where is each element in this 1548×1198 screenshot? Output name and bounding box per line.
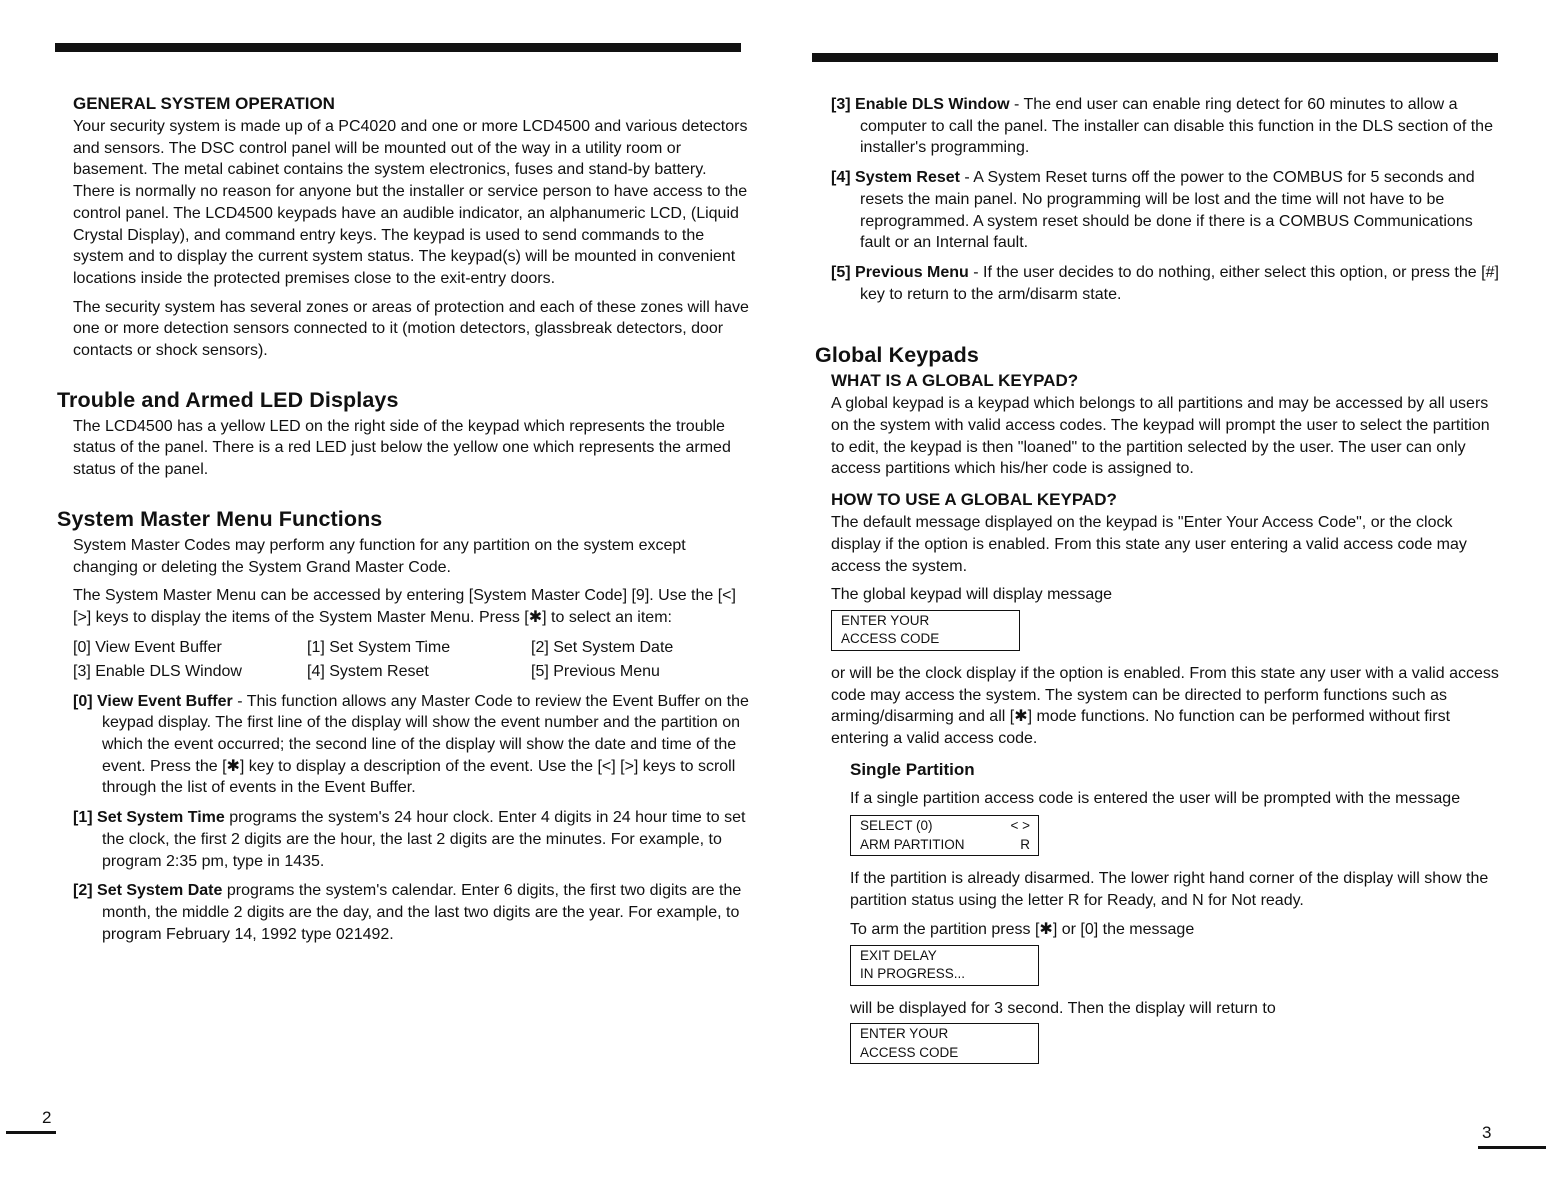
general-operation-paragraph: Your security system is made up of a PC4020 and one or more LCD4500 and various detectors and sensors. The DSC control panel will be mounted out of the way in a utility room or basement. The metal cabinet contains the system electronics, fuses and stand-by battery. There is normally no reason for anyone but the installer or service person to have access to the control panel. The LCD4500 keypads have an audible indicator, an alphanumeric LCD, (Liquid Crystal Display), and command entry keys. The keypad is used to send commands to the system and to display the current system status. The keypad(s) will be mounted in convenient locations inside the protected premises close to the exit-entry doors. [73, 118, 748, 287]
arm-partition-intro: To arm the partition press [✱] or [0] the message [850, 920, 1195, 938]
page-number-right: 3 [1482, 1123, 1492, 1142]
global-keypads-title: Global Keypads [815, 343, 979, 368]
lcd-exit-delay [850, 945, 1039, 986]
menu-option: [4] System Reset [307, 662, 429, 680]
lcd-line: SELECT (0) [860, 818, 933, 834]
item-name: Set System Date [97, 882, 223, 900]
master-access-paragraph: The System Master Menu can be accessed by entering [System Master Code] [9]. Use the [<] [>] keys to display the items of the System Master Menu. Press [✱] to select an item: [73, 587, 736, 626]
menu-item-enable-dls-window [815, 94, 1505, 159]
menu-item-set-system-time [57, 807, 749, 872]
lcd-line: R [1020, 836, 1030, 852]
display-return-paragraph: will be displayed for 3 second. Then the display will return to [850, 999, 1276, 1017]
item-text: programs the system's 24 hour clock. Enter 4 digits in 24 hour time to set the clock, the first 2 digits are the hour, the last 2 digits are the minutes. For example, to program 2:35 pm, type in 1435. [102, 809, 746, 870]
lcd-line: ACCESS CODE [841, 631, 940, 647]
single-partition-title: Single Partition [850, 759, 975, 779]
lcd-select-partition [850, 815, 1039, 856]
single-partition-paragraph: If a single partition access code is entered the user will be prompted with the message [850, 789, 1461, 807]
lcd-line: ACCESS CODE [860, 1044, 959, 1060]
master-codes-paragraph: System Master Codes may perform any function for any partition on the system except changing or deleting the System Grand Master Code. [73, 536, 686, 576]
item-key: [0] [73, 692, 93, 710]
right-column [815, 94, 1505, 1076]
master-menu-title: System Master Menu Functions [57, 506, 383, 531]
lcd-enter-access-code [831, 610, 1020, 651]
how-to-use-paragraph: The default message displayed on the keypad is "Enter Your Access Code", or the clock display if the option is enabled. From this state any user entering a valid access code may access the system. [831, 514, 1467, 575]
page-number-left: 2 [42, 1108, 52, 1127]
menu-option: [5] Previous Menu [531, 662, 660, 680]
item-name: Set System Time [97, 809, 225, 827]
menu-option: [0] View Event Buffer [73, 638, 222, 656]
footer-rule-right [1478, 1146, 1546, 1149]
lcd-line: EXIT DELAY [860, 947, 937, 963]
menu-item-view-event-buffer [57, 691, 749, 800]
menu-option: [1] Set System Time [307, 638, 451, 656]
lcd-line: < > [1010, 818, 1030, 834]
item-text: - The end user can enable ring detect for 60 minutes to allow a computer to call the panel. The installer can disable this function in the DLS section of the installer's programming. [860, 96, 1493, 157]
item-name: System Reset [855, 169, 960, 187]
item-name: View Event Buffer [97, 692, 233, 710]
partition-status-paragraph: If the partition is already disarmed. The lower right hand corner of the display will show the partition status using the letter R for Ready, and N for Not ready. [850, 870, 1489, 910]
item-text: programs the system's calendar. Enter 6 digits, the first two digits are the month, the middle 2 digits are the day, and the last two digits are the year. For example, to program February 14, 1992 type 021492. [102, 882, 742, 943]
item-key: [4] [831, 169, 851, 187]
left-column [57, 94, 749, 953]
lcd-line: ENTER YOUR [860, 1026, 949, 1042]
item-key: [5] [831, 263, 851, 281]
zones-paragraph: The security system has several zones or areas of protection and each of these zones will have one or more detection sensors connected to it (motion detectors, glassbreak detectors, door contacts or shock sensors). [73, 298, 749, 360]
lcd-line: ENTER YOUR [841, 612, 930, 628]
how-to-use-title: HOW TO USE A GLOBAL KEYPAD? [831, 490, 1117, 510]
menu-item-previous-menu [815, 262, 1505, 305]
item-key: [2] [73, 882, 93, 900]
top-rule [55, 43, 741, 52]
lcd-line: ARM PARTITION [860, 836, 965, 852]
menu-item-set-system-date [57, 880, 749, 945]
lcd-enter-access-code-return [850, 1023, 1039, 1064]
trouble-led-title: Trouble and Armed LED Displays [57, 387, 399, 412]
general-operation-title: GENERAL SYSTEM OPERATION [73, 94, 335, 113]
master-menu-list [57, 636, 749, 684]
item-text: - A System Reset turns off the power to the COMBUS for 5 seconds and resets the main panel. No programming will be lost and the time will not have to be reprogrammed. A system reset should be done if there is a COMBUS Communications fault or an Internal fault. [860, 169, 1475, 252]
right-page [774, 0, 1548, 1198]
item-name: Previous Menu [855, 263, 969, 281]
item-text: - This function allows any Master Code to review the Event Buffer on the keypad display. The first line of the display will show the event number and the partition on which the event occurred; the second line of the display will show the date and time of the event. Press the [✱] key to display a description of the event. Use the [<] [>] keys to scroll through the list of events in the Event Buffer. [102, 692, 749, 797]
menu-item-system-reset [815, 167, 1505, 254]
what-is-global-keypad-title: WHAT IS A GLOBAL KEYPAD? [831, 371, 1079, 391]
menu-option: [3] Enable DLS Window [73, 662, 242, 680]
footer-rule-left [6, 1131, 56, 1134]
item-name: Enable DLS Window [855, 96, 1010, 113]
what-is-global-keypad-paragraph: A global keypad is a keypad which belongs to all partitions and may be accessed by all users on the system with valid access codes. The keypad will prompt the user to select the partition to edit, the keypad is then "loaned" to the partition selected by the user. The user can only access partitions which his/her code is assigned to. [831, 395, 1490, 478]
trouble-led-paragraph: The LCD4500 has a yellow LED on the right side of the keypad which represents the trouble status of the panel. There is a red LED just below the yellow one which represents the armed status of the panel. [73, 417, 731, 479]
menu-option: [2] Set System Date [531, 638, 674, 656]
item-text: - If the user decides to do nothing, either select this option, or press the [#] key to return to the arm/disarm state. [860, 263, 1499, 303]
after-display-paragraph: or will be the clock display if the option is enabled. From this state any user with a valid access code may access the system. The system can be directed to perform functions such as arming/disarming and all [✱] mode functions. No function can be performed without first entering a valid access code. [831, 664, 1499, 748]
top-rule [812, 53, 1498, 62]
display-intro: The global keypad will display message [831, 586, 1113, 604]
item-key: [3] [831, 96, 851, 113]
item-key: [1] [73, 809, 93, 827]
lcd-line: IN PROGRESS... [860, 966, 966, 982]
